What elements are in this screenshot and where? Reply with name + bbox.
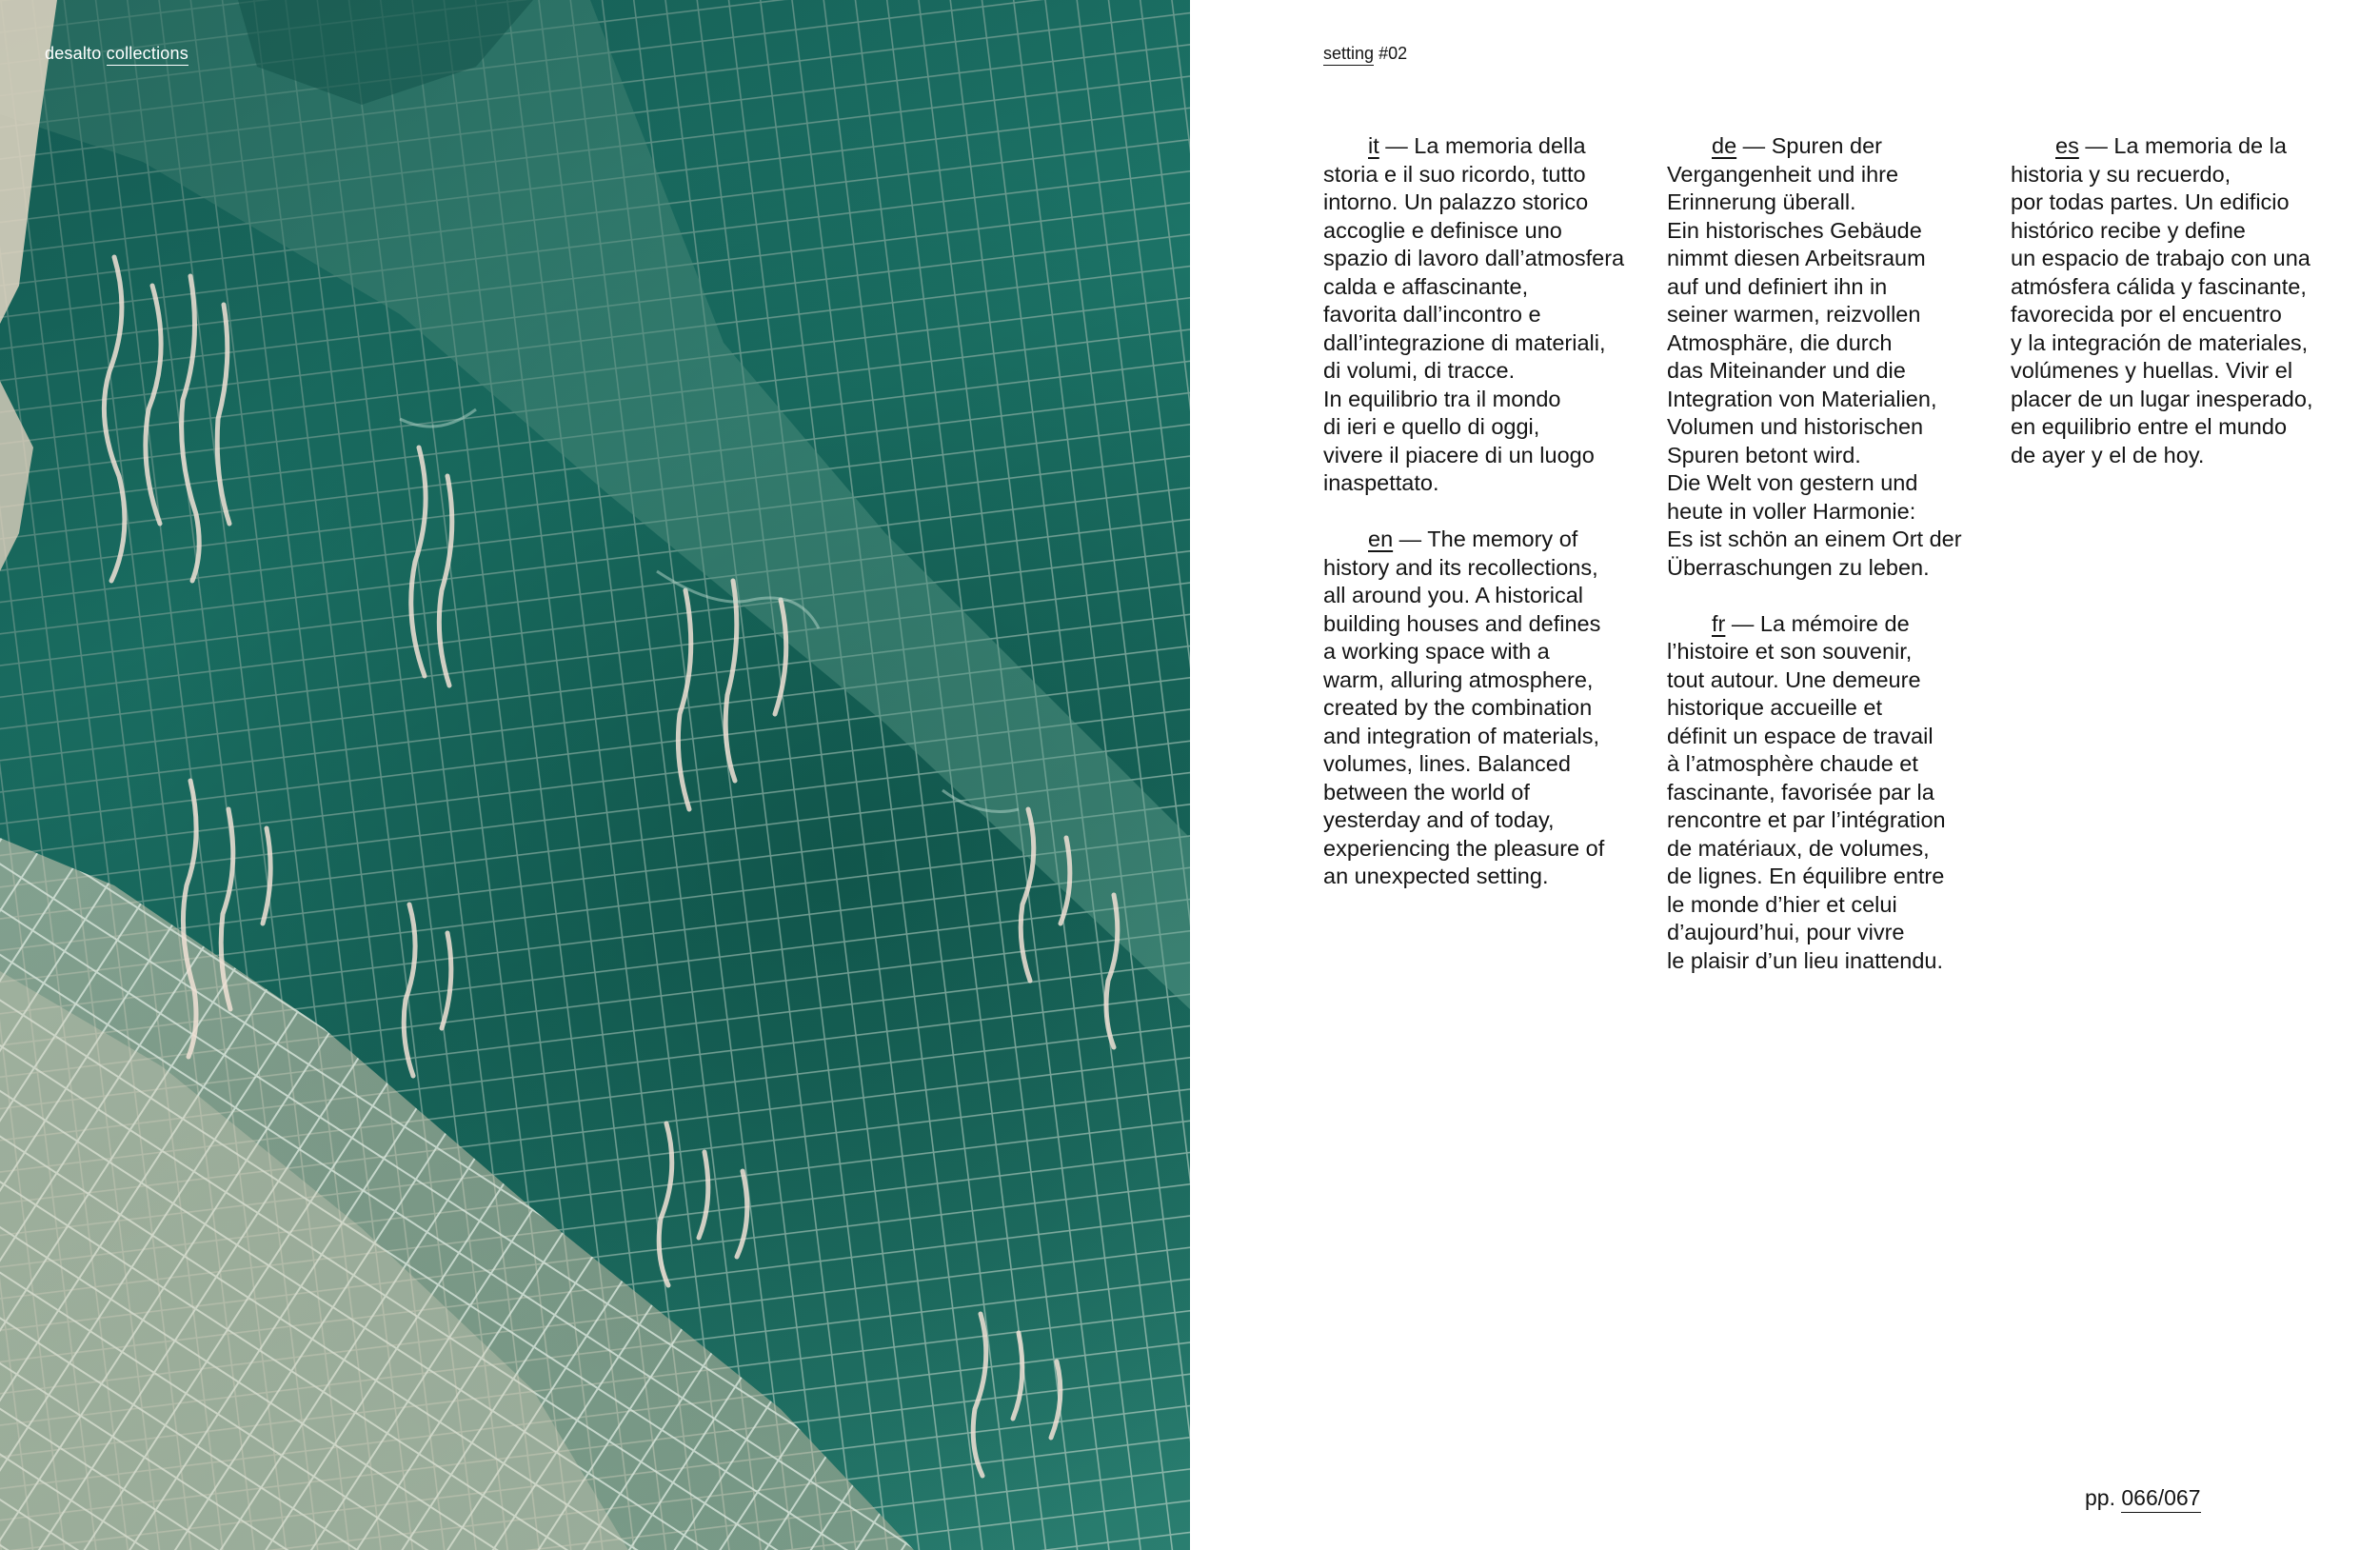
text-column-1 bbox=[1323, 132, 1652, 891]
text-column-2 bbox=[1667, 132, 1995, 975]
paragraph-it bbox=[1323, 132, 1652, 498]
paragraph-text-en: — The memory of history and its recollections, all around you. A historical building houses and defines a working space with a warm, alluring atmosphere, created by the combination and integration of materials, volumes, lines. Balanced between the world of yesterday and of today, experiencing the pleasure of an unexpected setting. bbox=[1323, 527, 1605, 888]
text-column-3 bbox=[2011, 132, 2339, 469]
lang-tag-fr[interactable]: fr bbox=[1712, 610, 1726, 636]
section-setting-link[interactable]: setting bbox=[1323, 44, 1374, 66]
brand-prefix: desalto bbox=[45, 44, 102, 63]
paragraph-text-fr: — La mémoire de l’histoire et son souvenir, tout autour. Une demeure historique accueille et définit un espace de travail à l’atmosphère chaude et fascinante, favorisée par la rencontre et par l’intégration de matériaux, de volumes, de lignes. En équilibre entre le monde d’hier et celui d’aujourd’hui, pour vivre le plaisir d’un lieu inattendu. bbox=[1667, 610, 1946, 973]
pages-link[interactable]: 066/067 bbox=[2121, 1485, 2200, 1513]
paragraph-text-de: — Spuren der Vergangenheit und ihre Erinnerung überall. Ein historisches Gebäude nimmt diesen Arbeitsraum auf und definiert ihn in seiner warmen, reizvollen Atmosphäre, die durch das Miteinander und die Integration von Materialien, Volumen und historischen Spuren betont wird. Die Welt von gestern und heute in voller Harmonie: Es ist schön an einem Ort der Überraschungen zu leben. bbox=[1667, 133, 1962, 580]
lang-tag-de[interactable]: de bbox=[1712, 133, 1737, 158]
page-numbers bbox=[2085, 1485, 2201, 1511]
section-label bbox=[1323, 44, 1407, 64]
brand-label bbox=[45, 44, 188, 64]
paragraph-fr bbox=[1667, 610, 1995, 976]
paragraph-en bbox=[1323, 526, 1652, 891]
paragraph-de bbox=[1667, 132, 1995, 582]
paragraph-es bbox=[2011, 132, 2339, 469]
pages-prefix: pp. bbox=[2085, 1485, 2122, 1510]
brand-collections-link[interactable]: collections bbox=[107, 44, 188, 66]
section-number: #02 bbox=[1378, 44, 1408, 63]
paragraph-text-es: — La memoria de la historia y su recuerdo, por todas partes. Un edificio histórico recibe y define un espacio de trabajo con una atmósfera cálida y fascinante, favorecida por el encuentro y la integración de materiales, volúmenes y huellas. Vivir el placer de un lugar inesperado, en equilibrio entre el mundo de ayer y el de hoy. bbox=[2011, 133, 2313, 467]
lang-tag-it[interactable]: it bbox=[1368, 133, 1379, 158]
lang-tag-en[interactable]: en bbox=[1368, 527, 1394, 551]
lang-tag-es[interactable]: es bbox=[2055, 133, 2079, 158]
paragraph-text-it: — La memoria della storia e il suo ricordo, tutto intorno. Un palazzo storico accoglie e definisce uno spazio di lavoro dall’atmosfera calda e affascinante, favorita dall’incontro e dall’integrazione di materiali, di volumi, di tracce. In equilibrio tra il mondo di ieri e quello di oggi, vivere il piacere di un luogo inaspettato. bbox=[1323, 133, 1625, 495]
